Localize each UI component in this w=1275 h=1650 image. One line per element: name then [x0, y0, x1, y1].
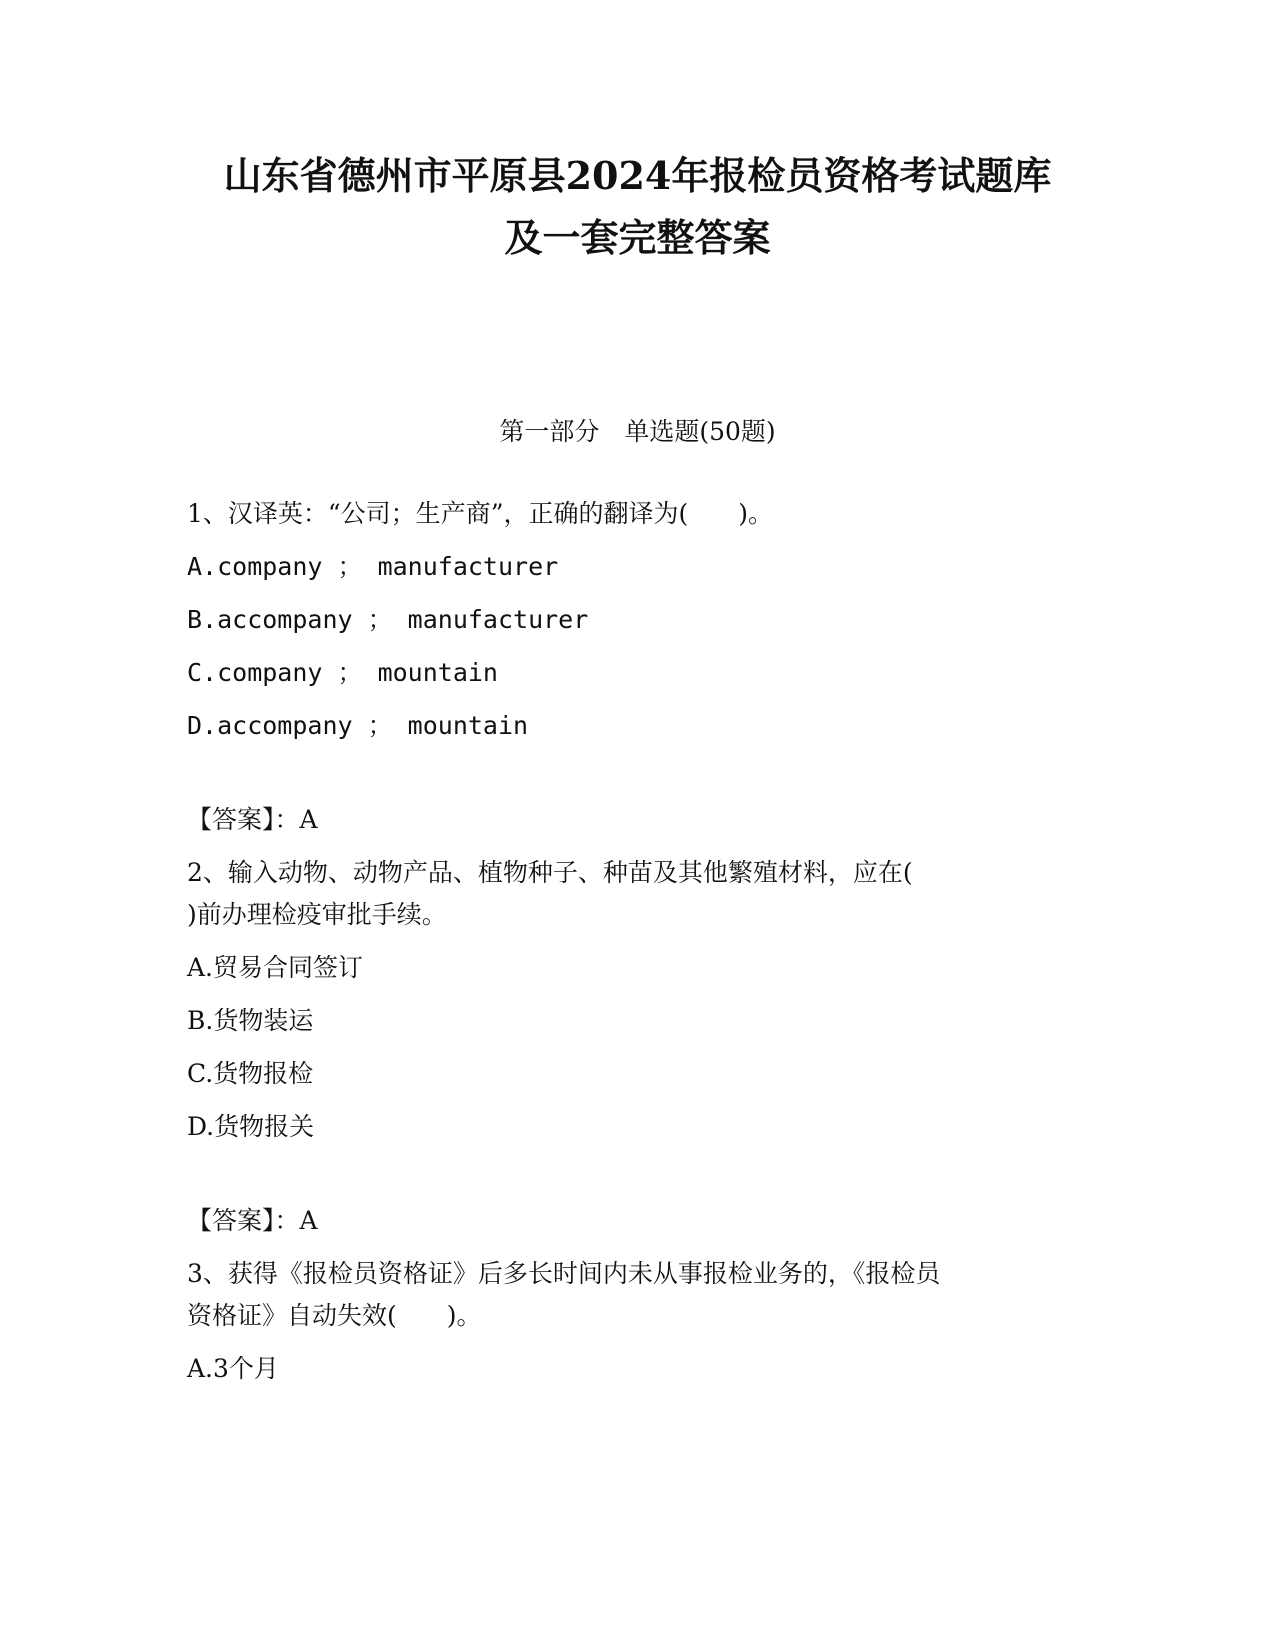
- question-2-option-c: C.货物报检: [187, 1059, 314, 1088]
- question-1-option-a: A.company ； manufacturer: [187, 552, 559, 581]
- question-3-stem-line-1: 3、获得《报检员资格证》后多长时间内未从事报检业务的，《报检员: [187, 1259, 941, 1288]
- question-1-option-c: C.company ； mountain: [187, 658, 498, 687]
- section-heading: 第一部分 单选题(50题): [499, 417, 776, 446]
- question-2-stem-line-1: 2、输入动物、动物产品、植物种子、种苗及其他繁殖材料，应在(: [187, 858, 913, 887]
- question-3-stem-line-2: 资格证》自动失效( )。: [187, 1301, 482, 1330]
- question-1-option-b: B.accompany ； manufacturer: [187, 605, 589, 634]
- question-3-option-a: A.3个月: [187, 1354, 279, 1383]
- document-title-line-1: 山东省德州市平原县2024年报检员资格考试题库: [223, 153, 1052, 198]
- question-2-answer: 【答案】：A: [187, 1206, 318, 1235]
- document-title-line-2: 及一套完整答案: [504, 215, 771, 260]
- question-1-option-d: D.accompany ； mountain: [187, 711, 529, 740]
- question-2-option-d: D.货物报关: [187, 1112, 315, 1141]
- question-2-stem-line-2: )前办理检疫审批手续。: [187, 900, 447, 929]
- question-2-option-b: B.货物装运: [187, 1006, 314, 1035]
- question-2-option-a: A.贸易合同签订: [187, 953, 364, 982]
- question-1-answer: 【答案】：A: [187, 805, 318, 834]
- question-1-stem: 1、汉译英：“公司；生产商”，正确的翻译为( )。: [187, 499, 773, 528]
